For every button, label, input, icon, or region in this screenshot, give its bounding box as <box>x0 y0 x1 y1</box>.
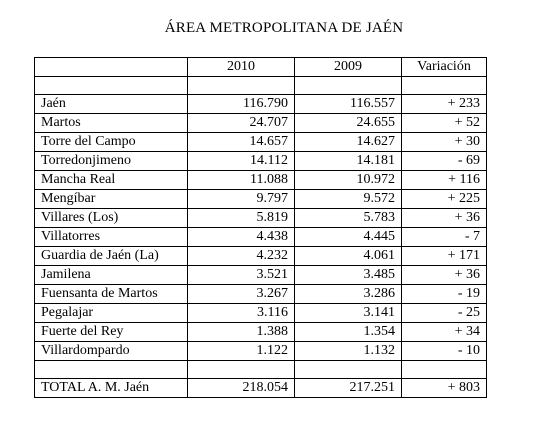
spacer-cell <box>295 361 402 379</box>
row-cell-2010: 9.797 <box>188 190 295 209</box>
row-cell-2009: 4.061 <box>295 247 402 266</box>
page-title: ÁREA METROPOLITANA DE JAÉN <box>164 20 404 36</box>
row-cell-name: Jamilena <box>35 266 188 285</box>
table-row <box>35 304 487 323</box>
row-cell-name: Jaén <box>35 95 188 114</box>
spacer-cell <box>188 361 295 379</box>
row-cell-variation: - 25 <box>402 304 487 323</box>
row-cell-2010: 11.088 <box>188 171 295 190</box>
row-cell-variation: - 10 <box>402 342 487 361</box>
row-cell-variation: + 116 <box>402 171 487 190</box>
row-cell-2009: 5.783 <box>295 209 402 228</box>
row-cell-name: Guardia de Jaén (La) <box>35 247 188 266</box>
total-cell-name: TOTAL A. M. Jaén <box>35 379 188 398</box>
header-cell-2009: 2009 <box>295 58 402 77</box>
table-row <box>35 190 487 209</box>
table-spacer-row <box>35 77 487 95</box>
row-cell-2010: 1.388 <box>188 323 295 342</box>
row-cell-variation: + 233 <box>402 95 487 114</box>
table-row <box>35 342 487 361</box>
row-cell-2009: 9.572 <box>295 190 402 209</box>
row-cell-name: Torre del Campo <box>35 133 188 152</box>
spacer-cell <box>188 77 295 95</box>
row-cell-2010: 3.521 <box>188 266 295 285</box>
row-cell-variation: + 30 <box>402 133 487 152</box>
total-cell-2009: 217.251 <box>295 379 402 398</box>
row-cell-2009: 24.655 <box>295 114 402 133</box>
population-table <box>34 57 487 398</box>
spacer-cell <box>402 361 487 379</box>
row-cell-variation: + 36 <box>402 266 487 285</box>
row-cell-name: Torredonjimeno <box>35 152 188 171</box>
row-cell-2009: 10.972 <box>295 171 402 190</box>
row-cell-name: Fuensanta de Martos <box>35 285 188 304</box>
table-header-row <box>35 58 487 77</box>
row-cell-2010: 14.657 <box>188 133 295 152</box>
row-cell-name: Mengíbar <box>35 190 188 209</box>
header-cell-name <box>35 58 188 77</box>
table-row <box>35 285 487 304</box>
row-cell-variation: + 36 <box>402 209 487 228</box>
row-cell-2009: 3.485 <box>295 266 402 285</box>
row-cell-name: Fuerte del Rey <box>35 323 188 342</box>
row-cell-name: Villares (Los) <box>35 209 188 228</box>
row-cell-variation: - 69 <box>402 152 487 171</box>
total-row <box>35 379 487 398</box>
row-cell-2010: 5.819 <box>188 209 295 228</box>
total-cell-2010: 218.054 <box>188 379 295 398</box>
row-cell-2009: 1.354 <box>295 323 402 342</box>
row-cell-variation: + 171 <box>402 247 487 266</box>
row-cell-name: Villardompardo <box>35 342 188 361</box>
row-cell-2010: 4.232 <box>188 247 295 266</box>
row-cell-2010: 3.267 <box>188 285 295 304</box>
row-cell-2009: 116.557 <box>295 95 402 114</box>
header-cell-2010: 2010 <box>188 58 295 77</box>
table-row <box>35 171 487 190</box>
row-cell-variation: - 19 <box>402 285 487 304</box>
spacer-cell <box>402 77 487 95</box>
row-cell-name: Villatorres <box>35 228 188 247</box>
table-row <box>35 209 487 228</box>
table-row <box>35 114 487 133</box>
spacer-cell <box>295 77 402 95</box>
row-cell-name: Martos <box>35 114 188 133</box>
row-cell-variation: + 34 <box>402 323 487 342</box>
row-cell-name: Mancha Real <box>35 171 188 190</box>
spacer-cell <box>35 77 188 95</box>
row-cell-2010: 14.112 <box>188 152 295 171</box>
table-row <box>35 266 487 285</box>
row-cell-2010: 1.122 <box>188 342 295 361</box>
row-cell-name: Pegalajar <box>35 304 188 323</box>
table-row <box>35 133 487 152</box>
table-row <box>35 323 487 342</box>
row-cell-variation: + 225 <box>402 190 487 209</box>
row-cell-2009: 3.286 <box>295 285 402 304</box>
table-spacer-row <box>35 361 487 379</box>
row-cell-2009: 1.132 <box>295 342 402 361</box>
table-row <box>35 247 487 266</box>
row-cell-2009: 3.141 <box>295 304 402 323</box>
table-row <box>35 228 487 247</box>
total-cell-variation: + 803 <box>402 379 487 398</box>
row-cell-variation: + 52 <box>402 114 487 133</box>
row-cell-2010: 24.707 <box>188 114 295 133</box>
row-cell-2010: 4.438 <box>188 228 295 247</box>
row-cell-2010: 3.116 <box>188 304 295 323</box>
table-row <box>35 152 487 171</box>
table-row <box>35 95 487 114</box>
row-cell-2009: 14.181 <box>295 152 402 171</box>
row-cell-2010: 116.790 <box>188 95 295 114</box>
header-cell-variation: Variación <box>402 58 487 77</box>
row-cell-variation: - 7 <box>402 228 487 247</box>
spacer-cell <box>35 361 188 379</box>
row-cell-2009: 4.445 <box>295 228 402 247</box>
row-cell-2009: 14.627 <box>295 133 402 152</box>
